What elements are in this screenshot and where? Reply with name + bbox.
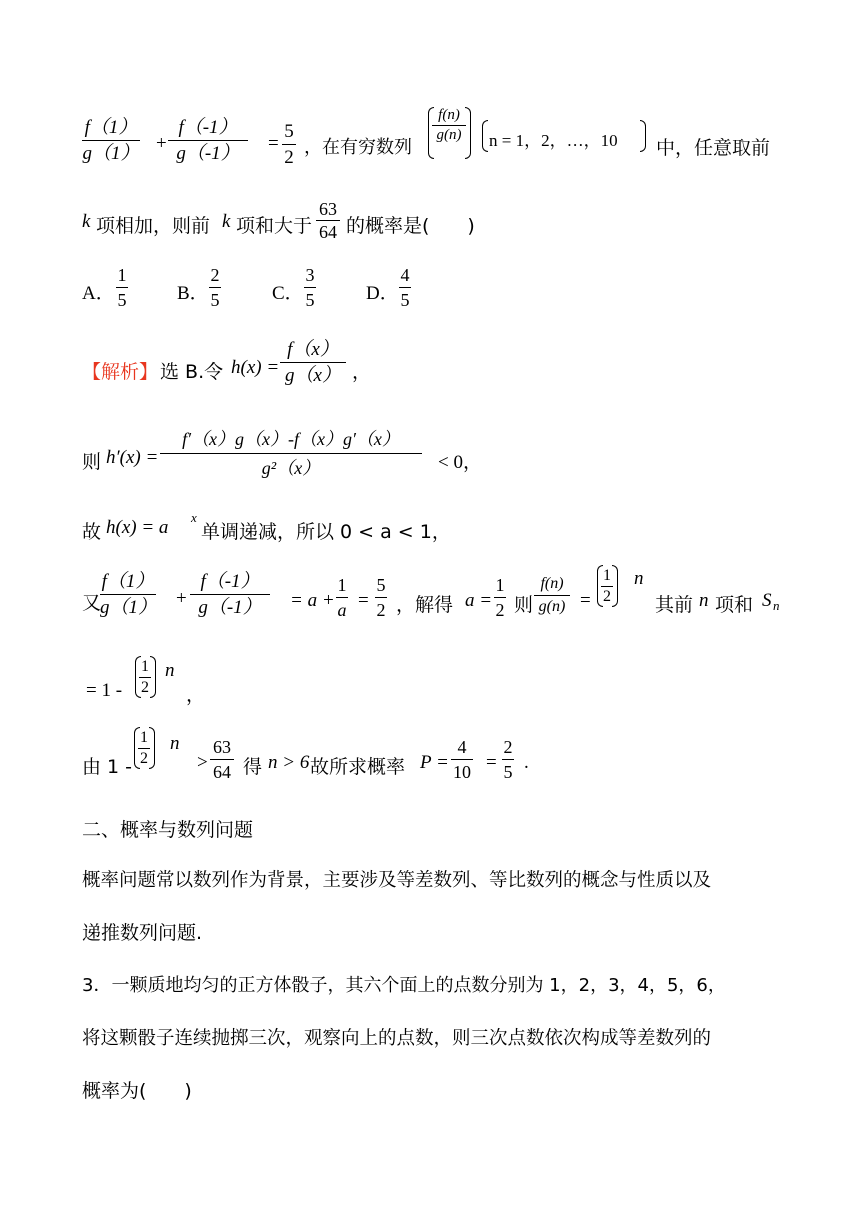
text-choose-b: 选 B.令 [160, 361, 224, 383]
text-from-one-minus: 由 1 - [82, 756, 133, 778]
period: . [524, 752, 529, 773]
math-a-eq: a = [465, 590, 493, 611]
option-b[interactable] [177, 266, 227, 312]
math-less-than-zero: < 0， [438, 452, 482, 473]
fraction-one-over-a: 1 a [337, 575, 347, 620]
comma: ， [352, 361, 372, 383]
section-title: 二、概率与数列问题 [82, 819, 254, 841]
brace-right [465, 107, 471, 159]
option-d-label: D． [366, 283, 399, 304]
fraction-fm1-gm1: f（-1） g（-1） [168, 118, 248, 163]
equals-sign: = [268, 133, 279, 154]
fraction-fn-gn-sol: f(n) g(n) [534, 576, 570, 615]
math-Sn: S [762, 590, 772, 611]
paren-right [640, 120, 646, 152]
text-pick-first: 中，任意取前 [656, 137, 771, 159]
math-exp-n-2: n [165, 660, 175, 681]
option-c-fraction: 3 5 [305, 265, 315, 310]
text-terms-added: 项相加，则前 [96, 215, 211, 237]
fraction-half-paren-2: 1 2 [141, 658, 149, 696]
text-therefore: 故 [82, 521, 102, 543]
text-conclude: 故所求概率 [310, 756, 406, 778]
paren-half-right-2 [150, 656, 156, 698]
fraction-63-64-sol: 63 64 [210, 738, 234, 781]
text-first: 其前 [655, 594, 694, 616]
math-n-gt-6: n > 6 [268, 752, 310, 773]
paren-half-right-3 [149, 727, 155, 769]
text-also: 又 [82, 592, 102, 614]
var-k: k [82, 211, 91, 232]
equals-sign-2: = [358, 590, 369, 611]
index-range: n = 1，2，…，10 [489, 131, 618, 150]
analysis-tag: 【解析】 [82, 361, 159, 383]
math-Sn-sub: n [773, 598, 780, 613]
option-c[interactable] [272, 266, 322, 312]
math-exp-n: n [634, 568, 644, 589]
text-solving: ，解得 [396, 594, 454, 616]
fraction-derivative: f′（x）g（x）-f（x）g′（x） g²（x） [160, 430, 422, 477]
math-greater: > [197, 752, 208, 773]
fraction-fm1-gm1-sol: f（-1） g（-1） [190, 572, 270, 617]
fraction-half-paren: 1 2 [603, 567, 611, 605]
fraction-fn-gn: f(n) g(n) [432, 108, 466, 143]
fraction-five-halves: 5 2 [282, 122, 296, 167]
math-hx-eq: h(x) = [231, 357, 280, 378]
math-P-eq: P = [420, 752, 449, 773]
text-in-finite-sequence: ，在有穷数列 [304, 137, 412, 158]
option-b-fraction: 2 5 [210, 265, 220, 310]
text-get: 得 [243, 756, 263, 778]
section-paragraph-line-2: 递推数列问题. [82, 922, 203, 944]
math-exp-n-3: n [170, 733, 180, 754]
text-sum: 项和 [715, 594, 754, 616]
comma-2: ， [186, 684, 206, 706]
equals-sign-3: = [580, 590, 591, 611]
option-d[interactable] [366, 266, 416, 312]
fraction-f1-g1-sol: f（1） g（1） [100, 571, 158, 618]
paren-left [482, 120, 488, 152]
math-hx-ax: h(x) = a [106, 517, 169, 538]
text-then: 则 [82, 451, 102, 473]
text-then-2: 则 [514, 594, 534, 616]
fraction-2-5: 2 5 [503, 737, 513, 782]
equals-sign-4: = [486, 752, 497, 773]
fraction-4-10: 4 10 [453, 737, 471, 782]
option-d-fraction: 4 5 [400, 265, 410, 310]
math-exp-x: x [191, 510, 197, 525]
text-sum-greater: 项和大于 [236, 215, 313, 237]
fraction-f1-g1: f（1） g（1） [82, 117, 140, 164]
fraction-63-64: 63 64 [316, 200, 340, 241]
plus-sign: + [156, 133, 167, 154]
math-eq-one-minus: = 1 - [86, 680, 123, 701]
plus-sign-2: + [176, 588, 187, 609]
problem3-line-3: 概率为( ) [82, 1080, 192, 1102]
text-probability-is: 的概率是( ) [346, 215, 475, 237]
fraction-half-paren-3: 1 2 [140, 729, 148, 767]
problem3-line-2: 将这颗骰子连续抛掷三次，观察向上的点数，则三次点数依次构成等差数列的 [82, 1028, 712, 1049]
var-k-2: k [222, 211, 231, 232]
fraction-half: 1 2 [495, 575, 505, 620]
option-a-fraction: 1 5 [117, 265, 127, 310]
fraction-five-halves-2: 5 2 [376, 575, 386, 620]
fraction-fx-gx: f（x） g（x） [280, 340, 346, 385]
var-n: n [699, 590, 709, 611]
option-a-label: A． [82, 283, 115, 304]
option-c-label: C． [272, 283, 304, 304]
text-monotone: 单调递减，所以 0 < a < 1， [201, 521, 451, 543]
paren-half-right [612, 565, 618, 607]
option-b-label: B． [177, 283, 209, 304]
math-eq-a-plus: = a + [290, 590, 335, 611]
problem3-line-1: 3．一颗质地均匀的正方体骰子，其六个面上的点数分别为 1，2，3，4，5，6， [82, 975, 726, 996]
option-a[interactable] [82, 266, 132, 312]
section-paragraph-line-1: 概率问题常以数列作为背景，主要涉及等差数列、等比数列的概念与性质以及 [82, 870, 712, 891]
math-hpx-eq: h′(x) = [106, 447, 159, 468]
